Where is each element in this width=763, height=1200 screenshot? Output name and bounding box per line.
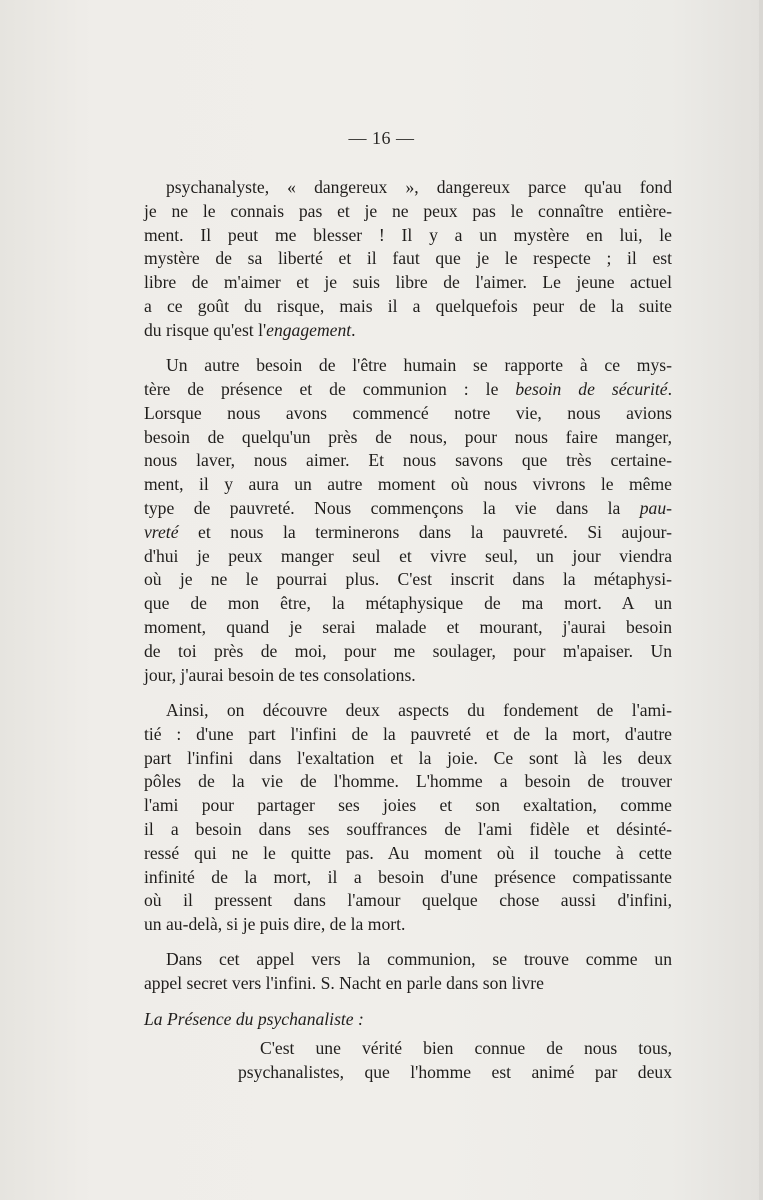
italic-run: engagement	[266, 319, 352, 340]
text-run: ment, il y aura un autre moment où nous vivrons le même	[144, 474, 672, 495]
text-run: appel secret vers l'infini. S. Nacht en parle dans son livre	[144, 973, 544, 994]
quote-line: C'est une vérité bien connue de nous tous,	[260, 1038, 672, 1059]
text-run: où il pressent dans l'amour quelque chose aussi d'infini,	[144, 890, 672, 911]
text-line	[144, 866, 672, 890]
text-run: besoin de quelqu'un près de nous, pour nous faire manger,	[144, 426, 672, 447]
text-line	[144, 640, 672, 664]
text-run: infinité de la mort, il a besoin d'une présence compatissante	[144, 866, 672, 887]
text-line	[144, 224, 672, 248]
body-text	[144, 176, 672, 1085]
text-line	[144, 889, 672, 913]
book-title-text: La Présence du psychanaliste :	[144, 1008, 364, 1029]
text-run: ment. Il peut me blesser ! Il y a un mystère en lui, le	[144, 224, 672, 245]
text-line	[144, 449, 672, 473]
text-run: que de mon être, la métaphysique de ma mort. A un	[144, 593, 672, 614]
text-line	[144, 545, 672, 569]
text-run: libre de m'aimer et je suis libre de l'aimer. Le jeune actuel	[144, 272, 672, 293]
text-line	[144, 247, 672, 271]
text-run: ressé qui ne le quitte pas. Au moment où il touche à cette	[144, 842, 672, 863]
text-run: un au-delà, si je puis dire, de la mort.	[144, 914, 406, 935]
text-line	[144, 354, 672, 378]
text-run: où je ne le pourrai plus. C'est inscrit dans la métaphysi-	[144, 569, 672, 590]
paragraph-p3	[144, 699, 672, 937]
text-line	[144, 948, 672, 972]
text-line	[144, 271, 672, 295]
text-run: mystère de sa liberté et il faut que je le respecte ; il est	[144, 248, 672, 269]
text-run: jour, j'aurai besoin de tes consolations.	[144, 664, 416, 685]
italic-run: besoin de sécurité	[515, 378, 668, 399]
page-edge-shadow	[759, 0, 763, 1200]
page-number: — 16 —	[348, 128, 415, 148]
text-line	[144, 972, 672, 996]
text-line	[144, 426, 672, 450]
text-line	[144, 818, 672, 842]
quote-line: psychanalistes, que l'homme est animé par deux	[238, 1062, 672, 1083]
text-run: tère de présence et de communion : le	[144, 378, 516, 399]
text-run: Dans cet appel vers la communion, se trouve comme un	[166, 949, 672, 970]
text-run: nous laver, nous aimer. Et nous savons que très certaine-	[144, 450, 672, 471]
paragraph-p4	[144, 948, 672, 996]
text-line	[144, 664, 672, 688]
text-run: part l'infini dans l'exaltation et la joie. Ce sont là les deux	[144, 747, 672, 768]
paragraph-list	[144, 176, 672, 996]
text-run: a ce goût du risque, mais il a quelquefois peur de la suite	[144, 295, 672, 316]
text-run: type de pauvreté. Nous commençons la vie dans la	[144, 497, 640, 518]
text-line	[144, 176, 672, 200]
text-line	[144, 319, 672, 343]
text-line	[144, 521, 672, 545]
text-line	[144, 842, 672, 866]
text-run: je ne le connais pas et je ne peux pas le connaître entière-	[144, 200, 672, 221]
text-line	[144, 200, 672, 224]
text-run: pôles de la vie de l'homme. L'homme a besoin de trouver	[144, 771, 672, 792]
text-run: Ainsi, on découvre deux aspects du fondement de l'ami-	[166, 699, 672, 720]
text-run: du risque qu'est l'	[144, 319, 267, 340]
text-line	[144, 794, 672, 818]
text-run: .	[351, 319, 356, 340]
text-line	[144, 378, 672, 402]
text-run: .	[667, 378, 672, 399]
paragraph-p1	[144, 176, 672, 343]
quotation	[238, 1037, 672, 1085]
text-run: Un autre besoin de l'être humain se rapporte à ce mys-	[166, 355, 672, 376]
text-line	[144, 699, 672, 723]
italic-run: vreté	[144, 521, 179, 542]
paragraph-p2	[144, 354, 672, 687]
text-run: de toi près de moi, pour me soulager, pour m'apaiser. Un	[144, 640, 672, 661]
text-line	[144, 473, 672, 497]
text-line	[144, 616, 672, 640]
text-run: tié : d'une part l'infini de la pauvreté et de la mort, d'autre	[144, 723, 672, 744]
text-line	[144, 723, 672, 747]
text-run: Lorsque nous avons commencé notre vie, nous avions	[144, 402, 672, 423]
text-line	[144, 402, 672, 426]
italic-run: pau-	[639, 497, 672, 518]
text-run: d'hui je peux manger seul et vivre seul, un jour viendra	[144, 545, 672, 566]
text-run: il a besoin dans ses souffrances de l'ami fidèle et désinté-	[144, 818, 672, 839]
text-run: et nous la terminerons dans la pauvreté. Si aujour-	[178, 521, 672, 542]
text-run: moment, quand je serai malade et mourant, j'aurai besoin	[144, 616, 672, 637]
book-title	[144, 1008, 672, 1032]
text-line	[144, 770, 672, 794]
text-line	[144, 592, 672, 616]
text-line	[144, 295, 672, 319]
text-run: psychanalyste, « dangereux », dangereux parce qu'au fond	[166, 177, 672, 197]
text-run: l'ami pour partager ses joies et son exaltation, comme	[144, 795, 672, 816]
text-line	[144, 913, 672, 937]
text-line	[144, 747, 672, 771]
text-line	[144, 568, 672, 592]
text-line	[144, 497, 672, 521]
